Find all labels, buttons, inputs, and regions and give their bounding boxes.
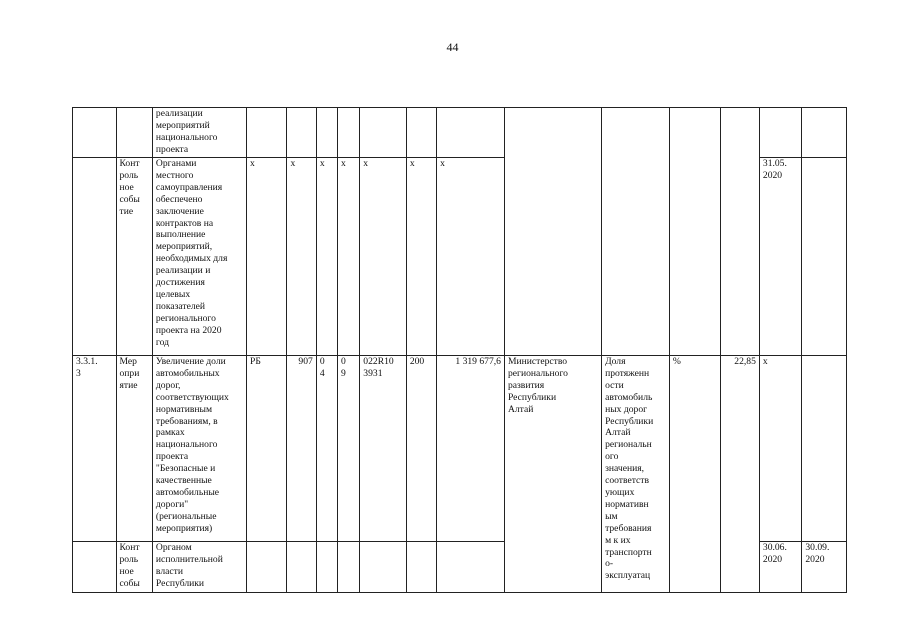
cell-empty [247, 542, 287, 593]
cell-empty [406, 542, 436, 593]
cell-empty [437, 108, 505, 158]
cell-executor [504, 108, 601, 356]
cell-empty [316, 542, 337, 593]
cell-text: Органами местного самоуправления обеспечено заключение контрактов на выполнение мероприятий, необходимых для реализации и достижения целевых показателей регионального проекта на 2020 год [152, 158, 246, 356]
cell-empty [316, 108, 337, 158]
cell-grbs: 907 [287, 356, 316, 542]
cell-date-start: 30.06. 2020 [759, 542, 801, 593]
table-row [73, 356, 847, 542]
cell-empty [437, 542, 505, 593]
cell-empty [247, 108, 287, 158]
cell-empty [287, 108, 316, 158]
cell-text: реализации мероприятий национального проекта [152, 108, 246, 158]
cell-num [73, 158, 117, 356]
cell-empty [287, 542, 316, 593]
cell-unit: % [669, 356, 721, 593]
cell-grbs: х [287, 158, 316, 356]
cell-type: Мер опри ятие [116, 356, 152, 542]
cell-indicator [602, 108, 670, 356]
cell-date-start: х [759, 356, 801, 542]
cell-text: Увеличение доли автомобильных дорог, соответствующих нормативным требованиям, в рамках национального проекта "Безопасные и качественные автомобильные дороги" (региональные мероприятия) [152, 356, 246, 542]
cell-type [116, 108, 152, 158]
cell-csr: х [360, 158, 407, 356]
cell-amount: х [437, 158, 505, 356]
cell-date-end [802, 356, 847, 542]
cell-num [73, 542, 117, 593]
cell-empty [406, 108, 436, 158]
cell-budget: РБ [247, 356, 287, 542]
cell-empty [338, 108, 360, 158]
cell-pr: 0 9 [338, 356, 360, 542]
cell-empty [802, 108, 847, 158]
cell-date-end: 30.09. 2020 [802, 542, 847, 593]
cell-text: Органом исполнительной власти Республики [152, 542, 246, 593]
cell-date-start: 31.05. 2020 [759, 158, 801, 356]
cell-empty [360, 108, 407, 158]
measures-table [72, 107, 847, 593]
cell-unit [669, 108, 721, 356]
cell-type: Конт роль ное собы тие [116, 158, 152, 356]
cell-type: Конт роль ное собы [116, 542, 152, 593]
page-number: 44 [446, 40, 459, 54]
cell-vr: х [406, 158, 436, 356]
cell-empty [759, 108, 801, 158]
cell-value: 22,85 [721, 356, 759, 593]
cell-value [721, 108, 759, 356]
cell-vr: 200 [406, 356, 436, 542]
cell-indicator: Доля протяженн ости автомобиль ных дорог Республики Алтай региональн ого значения, соответств ующих нормативн ым требования м к их транспортн о- эксплуатац [602, 356, 670, 593]
cell-rz: 0 4 [316, 356, 337, 542]
cell-executor: Министерство регионального развития Республики Алтай [504, 356, 601, 593]
cell-csr: 022R10 3931 [360, 356, 407, 542]
cell-date-end [802, 158, 847, 356]
table-row [73, 108, 847, 158]
cell-num [73, 108, 117, 158]
cell-rz: х [316, 158, 337, 356]
cell-num: 3.3.1. 3 [73, 356, 117, 542]
cell-amount: 1 319 677,6 [437, 356, 505, 542]
cell-empty [360, 542, 407, 593]
cell-pr: х [338, 158, 360, 356]
cell-budget: х [247, 158, 287, 356]
cell-empty [338, 542, 360, 593]
